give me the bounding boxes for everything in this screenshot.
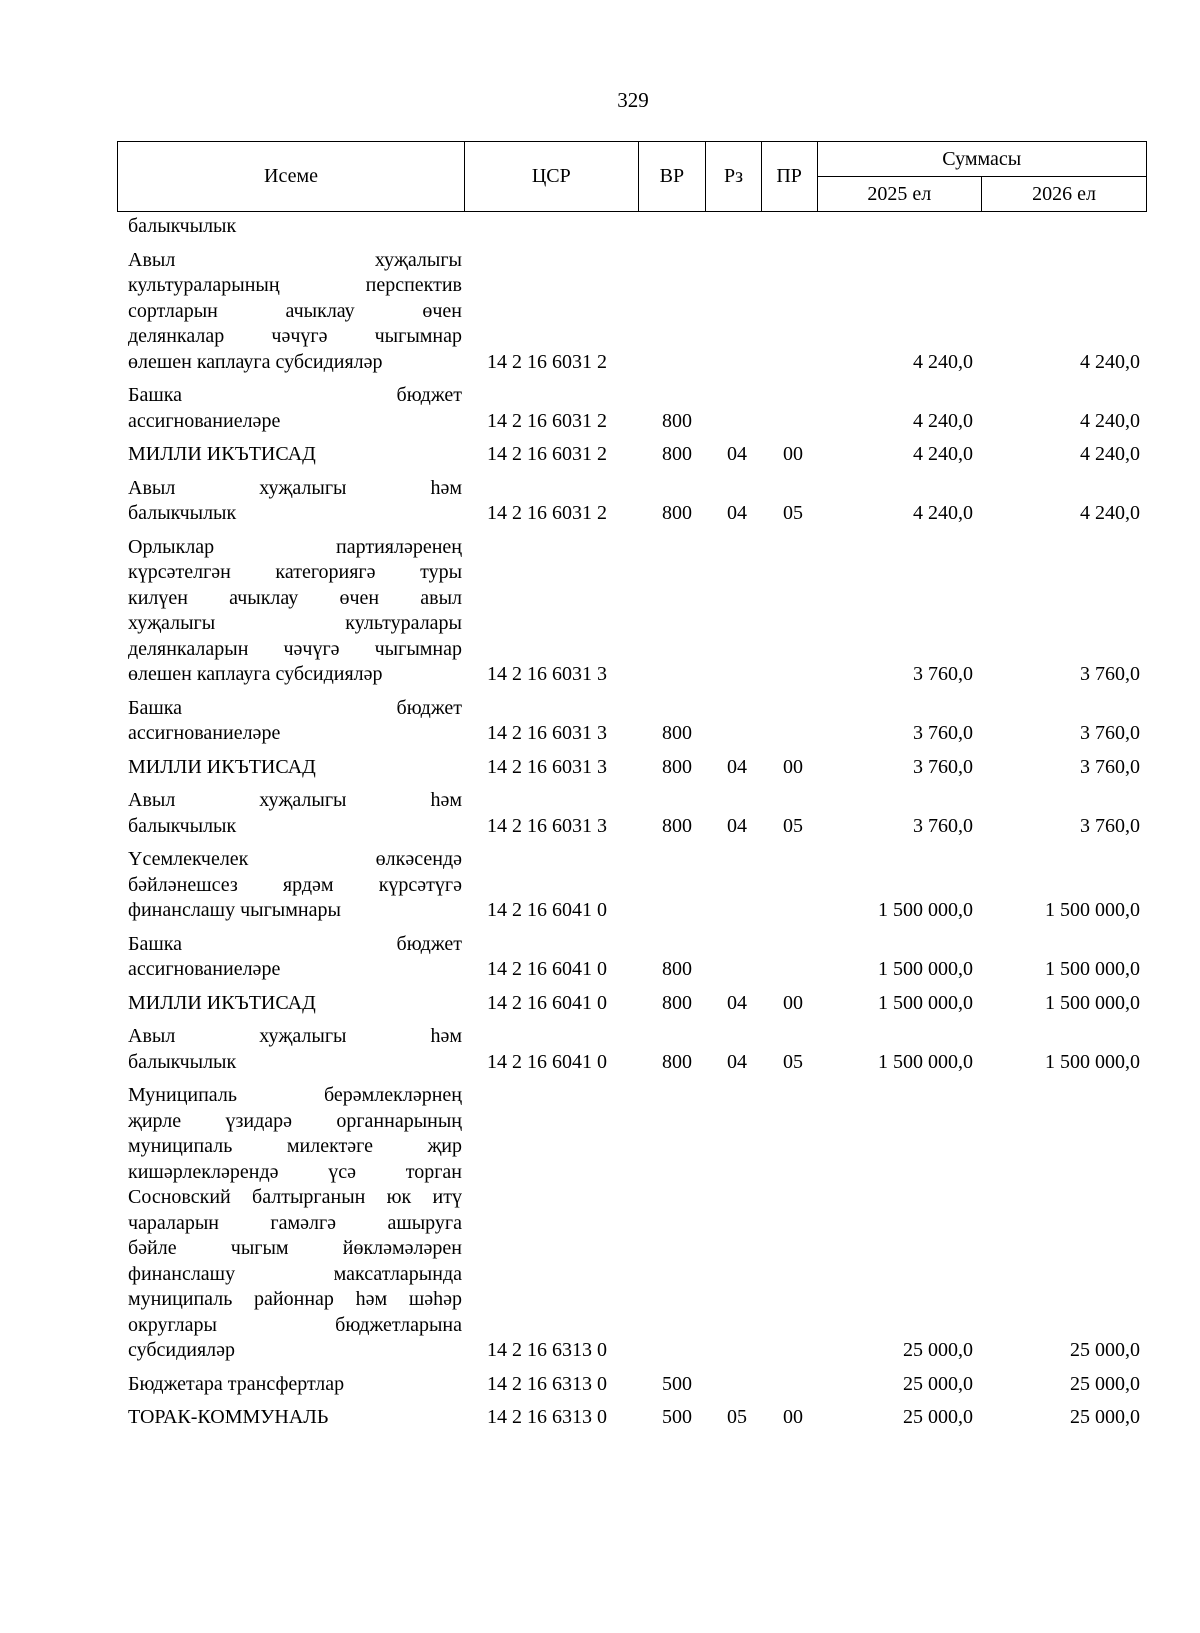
- row-name-line: балыкчылык: [128, 1050, 237, 1073]
- row-name-line: килүен ачыклау өчен авыл: [128, 586, 462, 609]
- row-amount-2025: 3 760,0: [913, 814, 973, 837]
- row-pr: 05: [783, 814, 803, 837]
- table-body: [128, 214, 1148, 1439]
- row-amount-2025: 1 500 000,0: [878, 958, 973, 980]
- row-name-line: МИЛЛИ ИКЪТИСАД: [128, 443, 316, 465]
- row-name-line: өлешен каплауга субсидияләр: [128, 663, 383, 685]
- row-name-line: күрсәтелгән категориягә туры: [128, 561, 462, 583]
- table-row: [128, 1024, 1148, 1075]
- row-pr: 00: [783, 1406, 803, 1428]
- row-values: [128, 409, 1148, 435]
- row-name-line: ассигнованиеләре: [128, 409, 281, 432]
- row-csr: 14 2 16 6031 3: [487, 755, 607, 778]
- row-vr: 500: [662, 1372, 692, 1395]
- table-row: [128, 248, 1148, 376]
- row-amount-2025: 25 000,0: [903, 1339, 973, 1361]
- row-name-line: ассигнованиеләре: [128, 958, 281, 980]
- row-name-line: чараларын гамәлгә ашыруга: [128, 1211, 462, 1234]
- row-amount-2026: 1 500 000,0: [1045, 899, 1140, 921]
- row-csr: 14 2 16 6031 3: [487, 814, 607, 837]
- row-rz: 04: [727, 814, 747, 837]
- row-rz: 04: [727, 755, 747, 778]
- row-values: [128, 957, 1148, 983]
- row-amount-2026: 1 500 000,0: [1045, 991, 1140, 1014]
- row-name-line: өлешен каплауга субсидияләр: [128, 350, 383, 373]
- row-csr: 14 2 16 6031 2: [487, 443, 607, 465]
- row-csr: 14 2 16 6031 2: [487, 409, 607, 432]
- row-name-line: Сосновский балтырганын юк итү: [128, 1186, 462, 1208]
- row-name-line: культураларының перспектив: [128, 274, 462, 296]
- row-name-line: бәйле чыгым йөкләмәләрен: [128, 1237, 462, 1259]
- row-csr: 14 2 16 6313 0: [487, 1406, 607, 1428]
- row-amount-2026: 25 000,0: [1070, 1406, 1140, 1428]
- table-row: [128, 214, 1148, 240]
- row-name-line: округлары бюджетларына: [128, 1313, 462, 1336]
- row-values: [128, 814, 1148, 840]
- table-header: [117, 141, 1147, 212]
- row-amount-2025: 4 240,0: [913, 409, 973, 432]
- row-amount-2025: 25 000,0: [903, 1406, 973, 1428]
- row-name-line: МИЛЛИ ИКЪТИСАД: [128, 991, 316, 1014]
- row-name-line: Башка бюджет: [128, 384, 462, 406]
- row-name-line: кишәрлекләрендә үсә торган: [128, 1160, 462, 1183]
- table-row: [128, 847, 1148, 924]
- row-csr: 14 2 16 6031 3: [487, 663, 607, 685]
- row-pr: 05: [783, 1050, 803, 1073]
- row-values: [128, 1405, 1148, 1431]
- row-rz: 04: [727, 1050, 747, 1073]
- row-values: [128, 214, 1148, 240]
- row-name-line: хуҗалыгы культуралары: [128, 612, 462, 634]
- row-name-line: муниципаль милектәге җир: [128, 1135, 462, 1157]
- row-values: [128, 350, 1148, 376]
- table-row: [128, 1405, 1148, 1431]
- row-name-line: муниципаль районнар һәм шәһәр: [128, 1288, 462, 1310]
- row-name-line: ТОРАК-КОММУНАЛЬ: [128, 1406, 329, 1428]
- row-values: [128, 501, 1148, 527]
- header-name: Исеме: [118, 142, 465, 212]
- row-vr: 800: [662, 991, 692, 1014]
- header-rz: Рз: [706, 142, 762, 212]
- row-vr: 800: [662, 443, 692, 465]
- header-vr: ВР: [638, 142, 706, 212]
- row-pr: 00: [783, 755, 803, 778]
- table-row: [128, 383, 1148, 434]
- row-name-line: Орлыклар партияләренең: [128, 535, 462, 558]
- row-amount-2026: 3 760,0: [1080, 663, 1140, 685]
- row-amount-2025: 1 500 000,0: [878, 991, 973, 1014]
- table-row: [128, 991, 1148, 1017]
- table-row: [128, 442, 1148, 468]
- row-csr: 14 2 16 6313 0: [487, 1372, 607, 1395]
- table-row: [128, 755, 1148, 781]
- row-amount-2025: 4 240,0: [913, 443, 973, 465]
- row-vr: 800: [662, 1050, 692, 1073]
- row-amount-2026: 3 760,0: [1080, 814, 1140, 837]
- row-csr: 14 2 16 6041 0: [487, 1050, 607, 1073]
- row-amount-2025: 1 500 000,0: [878, 1050, 973, 1073]
- table-row: [128, 1372, 1148, 1398]
- table-row: [128, 535, 1148, 688]
- row-name-line: финанслашу максатларында: [128, 1262, 462, 1285]
- row-values: [128, 1050, 1148, 1076]
- page-number: 329: [617, 88, 649, 112]
- row-name-line: бәйләнешсез ярдәм күрсәтүгә: [128, 873, 462, 896]
- row-csr: 14 2 16 6031 3: [487, 722, 607, 744]
- row-amount-2026: 3 760,0: [1080, 755, 1140, 778]
- table-row: [128, 1083, 1148, 1364]
- row-name-line: делянкалар чәчүгә чыгымнар: [128, 325, 462, 347]
- row-amount-2026: 4 240,0: [1080, 443, 1140, 465]
- table-row: [128, 696, 1148, 747]
- row-vr: 500: [662, 1406, 692, 1428]
- row-amount-2026: 4 240,0: [1080, 502, 1140, 524]
- table-row: [128, 476, 1148, 527]
- row-name-line: ассигнованиеләре: [128, 722, 281, 744]
- row-name: [128, 1083, 462, 1364]
- table-row: [128, 788, 1148, 839]
- row-name-line: Муниципаль берәмлекләрнең: [128, 1084, 462, 1106]
- row-values: [128, 721, 1148, 747]
- row-name-line: Бюджетара трансфертлар: [128, 1372, 345, 1395]
- row-name-line: делянкаларын чәчүгә чыгымнар: [128, 637, 462, 660]
- row-amount-2026: 4 240,0: [1080, 409, 1140, 432]
- row-vr: 800: [662, 409, 692, 432]
- table-row: [128, 932, 1148, 983]
- header-pr: ПР: [761, 142, 817, 212]
- row-csr: 14 2 16 6031 2: [487, 350, 607, 373]
- row-pr: 00: [783, 991, 803, 1014]
- row-values: [128, 442, 1148, 468]
- row-name-line: Үсемлекчелек өлкәсендә: [128, 848, 462, 870]
- header-year-2026: 2026 ел: [982, 177, 1147, 212]
- row-amount-2025: 4 240,0: [913, 502, 973, 524]
- row-amount-2025: 1 500 000,0: [878, 899, 973, 921]
- row-values: [128, 898, 1148, 924]
- row-amount-2026: 4 240,0: [1080, 350, 1140, 373]
- row-values: [128, 662, 1148, 688]
- row-values: [128, 991, 1148, 1017]
- header-csr: ЦСР: [465, 142, 639, 212]
- row-name-line: МИЛЛИ ИКЪТИСАД: [128, 755, 316, 778]
- row-values: [128, 1372, 1148, 1398]
- row-name-line: Авыл хуҗалыгы һәм: [128, 789, 462, 811]
- header-sum: Суммасы: [817, 142, 1147, 177]
- row-vr: 800: [662, 502, 692, 524]
- row-csr: 14 2 16 6041 0: [487, 958, 607, 980]
- row-csr: 14 2 16 6031 2: [487, 502, 607, 524]
- row-vr: 800: [662, 814, 692, 837]
- row-pr: 05: [783, 502, 803, 524]
- row-csr: 14 2 16 6313 0: [487, 1339, 607, 1361]
- row-name-line: сортларын ачыклау өчен: [128, 299, 462, 322]
- row-amount-2025: 25 000,0: [903, 1372, 973, 1395]
- row-name-line: балыкчылык: [128, 814, 237, 837]
- row-rz: 04: [727, 443, 747, 465]
- row-rz: 05: [727, 1406, 747, 1428]
- row-vr: 800: [662, 755, 692, 778]
- row-rz: 04: [727, 502, 747, 524]
- row-values: [128, 755, 1148, 781]
- row-vr: 800: [662, 958, 692, 980]
- row-name-line: җирле үзидарә органнарының: [128, 1109, 462, 1132]
- row-amount-2026: 1 500 000,0: [1045, 958, 1140, 980]
- row-amount-2025: 3 760,0: [913, 663, 973, 685]
- row-name-line: субсидияләр: [128, 1339, 236, 1361]
- row-vr: 800: [662, 722, 692, 744]
- row-pr: 00: [783, 443, 803, 465]
- row-amount-2026: 25 000,0: [1070, 1339, 1140, 1361]
- row-name-line: Авыл хуҗалыгы һәм: [128, 476, 462, 499]
- row-name-line: Башка бюджет: [128, 696, 462, 719]
- row-name-line: балыкчылык: [128, 502, 237, 524]
- row-amount-2026: 3 760,0: [1080, 722, 1140, 744]
- row-name-line: Авыл хуҗалыгы һәм: [128, 1025, 462, 1047]
- row-amount-2026: 25 000,0: [1070, 1372, 1140, 1395]
- row-amount-2025: 3 760,0: [913, 722, 973, 744]
- header-year-2025: 2025 ел: [817, 177, 982, 212]
- row-amount-2026: 1 500 000,0: [1045, 1050, 1140, 1073]
- row-csr: 14 2 16 6041 0: [487, 899, 607, 921]
- row-name-line: Авыл хуҗалыгы: [128, 248, 462, 271]
- row-name-line: Башка бюджет: [128, 932, 462, 955]
- row-name-line: балыкчылык: [128, 215, 237, 237]
- row-values: [128, 1338, 1148, 1364]
- row-amount-2025: 4 240,0: [913, 350, 973, 373]
- row-csr: 14 2 16 6041 0: [487, 991, 607, 1014]
- row-rz: 04: [727, 991, 747, 1014]
- row-amount-2025: 3 760,0: [913, 755, 973, 778]
- row-name-line: финанслашу чыгымнары: [128, 899, 341, 921]
